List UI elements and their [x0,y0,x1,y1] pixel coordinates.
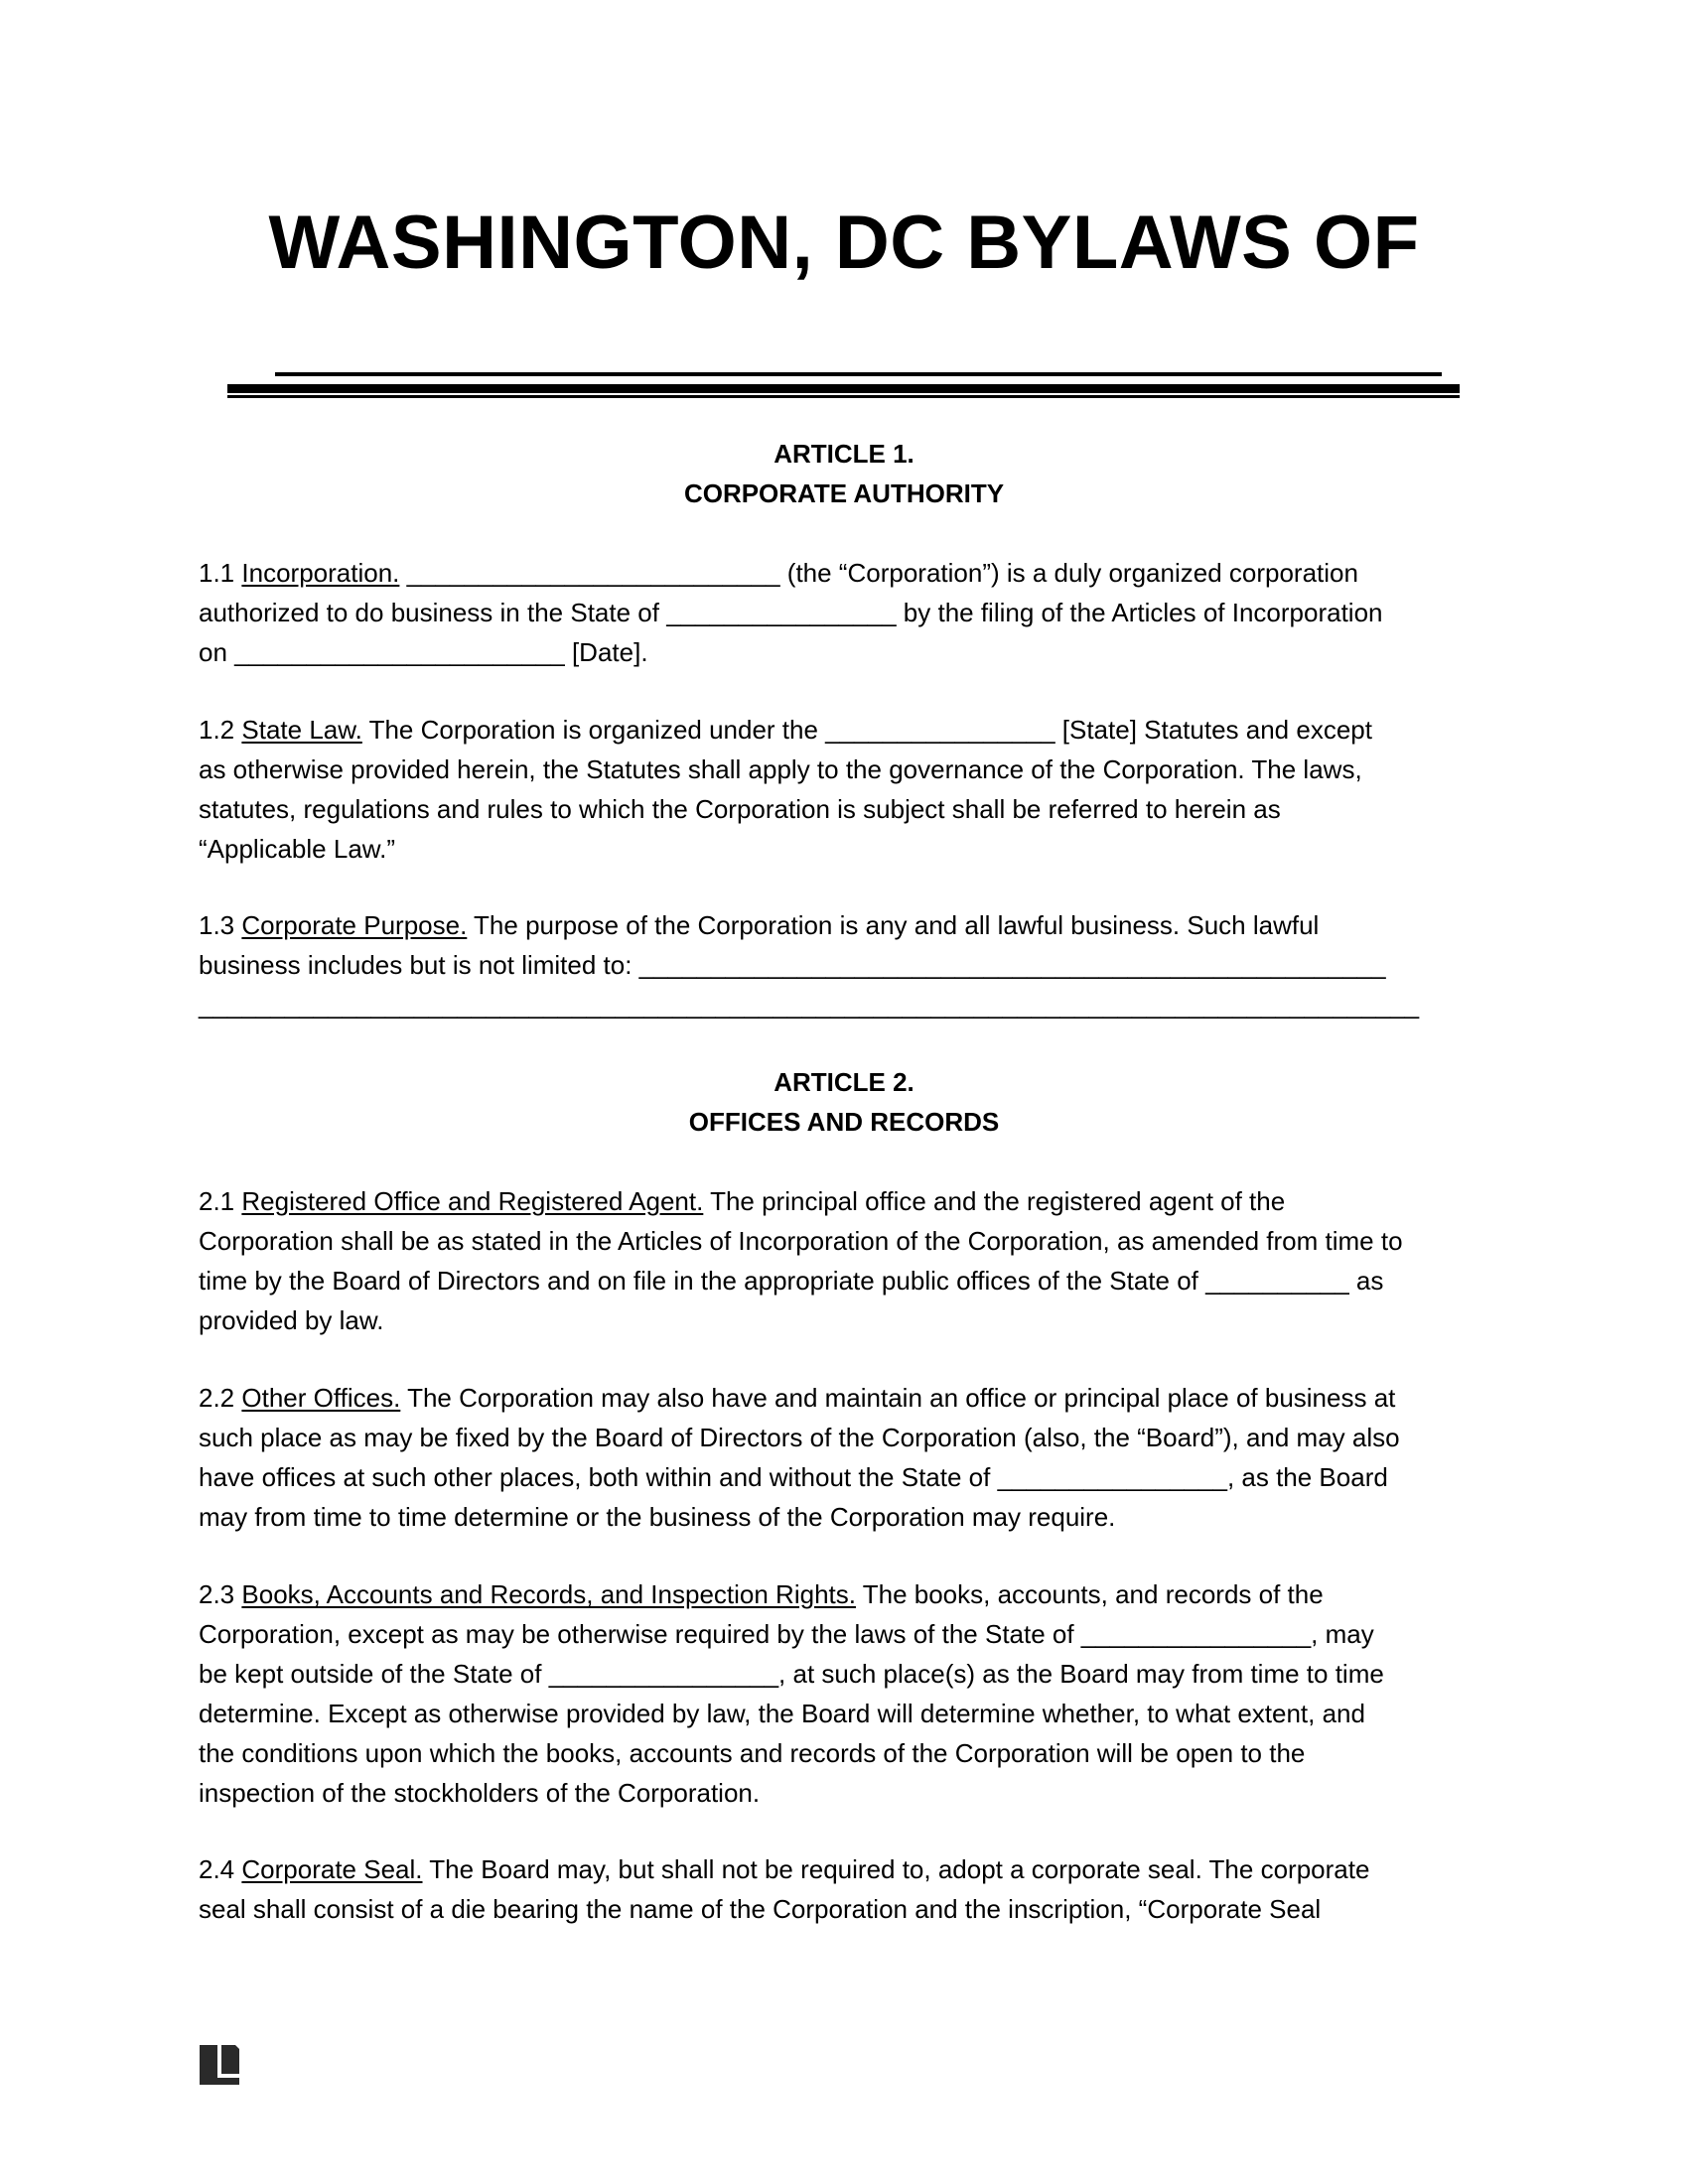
title-divider-thin [227,395,1460,398]
section-number: 2.3 [199,1579,235,1609]
article-2-heading: OFFICES AND RECORDS [688,1107,1000,1137]
section-text: Corporation, except as may be otherwise required by the laws of the State of ________________, may [199,1619,1374,1649]
title-divider-thick [227,384,1460,393]
section-number: 2.1 [199,1186,235,1216]
section-label: Books, Accounts and Records, and Inspection Rights. [241,1579,856,1609]
document-title: WASHINGTON, DC BYLAWS OF [268,201,1420,285]
section-text: be kept outside of the State of ________________, at such place(s) as the Board may from time to time [199,1659,1384,1689]
section-number: 2.2 [199,1383,235,1413]
article-1-number: ARTICLE 1. [774,439,914,469]
section-text: The principal office and the registered agent of the [703,1186,1286,1216]
corporation-name-blank-line[interactable] [275,372,1442,376]
section-1-1 [199,553,1479,672]
article-1-heading: CORPORATE AUTHORITY [683,478,1005,508]
section-text: as otherwise provided herein, the Statutes shall apply to the governance of the Corporation. The laws, [199,754,1362,784]
section-text: The Corporation is organized under the ________________ [State] Statutes and except [361,715,1372,745]
section-label: State Law. [241,715,362,745]
section-text: determine. Except as otherwise provided by law, the Board will determine whether, to what extent, and [199,1699,1365,1728]
section-text: authorized to do business in the State of ________________ by the filing of the Articles of Incorporation [199,598,1383,627]
section-text: statutes, regulations and rules to which the Corporation is subject shall be referred to herein as [199,794,1281,824]
section-number: 1.2 [199,715,235,745]
section-text: The books, accounts, and records of the [855,1579,1324,1609]
legal-templates-logo-icon [200,2045,239,2085]
section-2-1 [199,1181,1479,1340]
section-text: such place as may be fixed by the Board of Directors of the Corporation (also, the “Board”), and may also [199,1423,1400,1452]
section-label: Corporate Purpose. [241,910,468,940]
section-text: The purpose of the Corporation is any and all lawful business. Such lawful [467,910,1320,940]
section-text: “Applicable Law.” [199,834,395,864]
section-text: may from time to time determine or the business of the Corporation may require. [199,1502,1116,1532]
section-label: Registered Office and Registered Agent. [241,1186,704,1216]
section-1-2 [199,710,1479,869]
section-2-2 [199,1378,1479,1537]
section-text: seal shall consist of a die bearing the name of the Corporation and the inscription, “Corporate Seal [199,1894,1322,1924]
section-label: Other Offices. [241,1383,401,1413]
section-2-3 [199,1574,1479,1813]
section-text: __________________________ (the “Corporation”) is a duly organized corporation [399,558,1358,588]
section-2-4 [199,1849,1479,1929]
article-2-number: ARTICLE 2. [774,1067,914,1097]
section-text: inspection of the stockholders of the Corporation. [199,1778,761,1808]
section-text: have offices at such other places, both within and without the State of ________________, as the Board [199,1462,1388,1492]
section-text: on _______________________ [Date]. [199,637,648,667]
section-text: business includes but is not limited to: ____________________________________________________ [199,950,1386,980]
section-label: Incorporation. [241,558,400,588]
section-text: _____________________________________________________________________________________ [199,990,1420,1020]
section-1-3 [199,905,1479,1024]
section-label: Corporate Seal. [241,1854,423,1884]
section-text: provided by law. [199,1305,384,1335]
section-number: 1.3 [199,910,235,940]
section-text: the conditions upon which the books, accounts and records of the Corporation will be open to the [199,1738,1306,1768]
section-text: Corporation shall be as stated in the Articles of Incorporation of the Corporation, as amended from time to [199,1226,1403,1256]
section-text: The Board may, but shall not be required to, adopt a corporate seal. The corporate [422,1854,1370,1884]
section-number: 2.4 [199,1854,235,1884]
section-text: time by the Board of Directors and on file in the appropriate public offices of the State of __________ as [199,1266,1384,1296]
section-text: The Corporation may also have and maintain an office or principal place of business at [400,1383,1396,1413]
section-number: 1.1 [199,558,235,588]
